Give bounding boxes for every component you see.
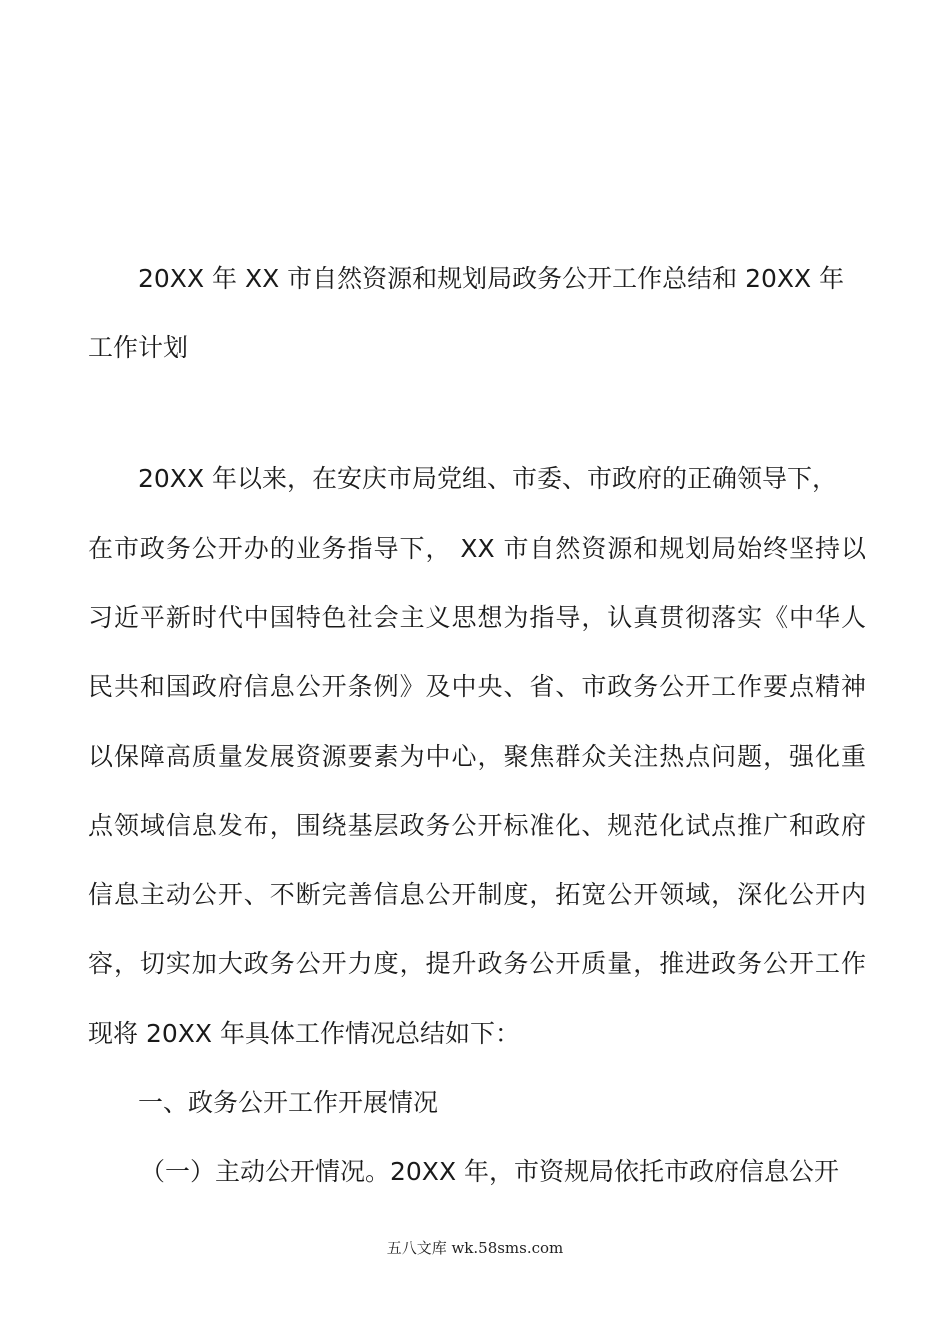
document-title-line-2: 工作计划	[88, 333, 189, 362]
body-line-5: 以保障高质量发展资源要素为中心，聚焦群众关注热点问题，强化重	[88, 742, 866, 771]
page-footer: 五八文库 wk.58sms.com	[386, 1239, 564, 1257]
section-heading: 一、政务公开工作开展情况	[138, 1088, 439, 1117]
document-title-line-1: 20XX 年 XX 市自然资源和规划局政务公开工作总结和 20XX 年	[138, 264, 845, 293]
subsection-line: （一）主动公开情况。20XX 年，市资规局依托市政府信息公开	[140, 1157, 840, 1186]
body-line-1: 20XX 年以来，在安庆市局党组、市委、市政府的正确领导下，	[138, 464, 838, 493]
body-line-3: 习近平新时代中国特色社会主义思想为指导，认真贯彻落实《中华人	[88, 603, 866, 632]
body-line-4: 民共和国政府信息公开条例》及中央、省、市政务公开工作要点精神	[88, 672, 866, 701]
body-line-7: 信息主动公开、不断完善信息公开制度，拓宽公开领域，深化公开内	[88, 880, 866, 909]
body-line-9: 现将 20XX 年具体工作情况总结如下：	[88, 1019, 520, 1048]
body-line-6: 点领域信息发布，围绕基层政务公开标准化、规范化试点推广和政府	[88, 811, 866, 840]
body-line-2: 在市政务公开办的业务指导下， XX 市自然资源和规划局始终坚持以	[88, 534, 866, 563]
body-line-8: 容，切实加大政务公开力度，提升政务公开质量，推进政务公开工作	[88, 949, 866, 978]
